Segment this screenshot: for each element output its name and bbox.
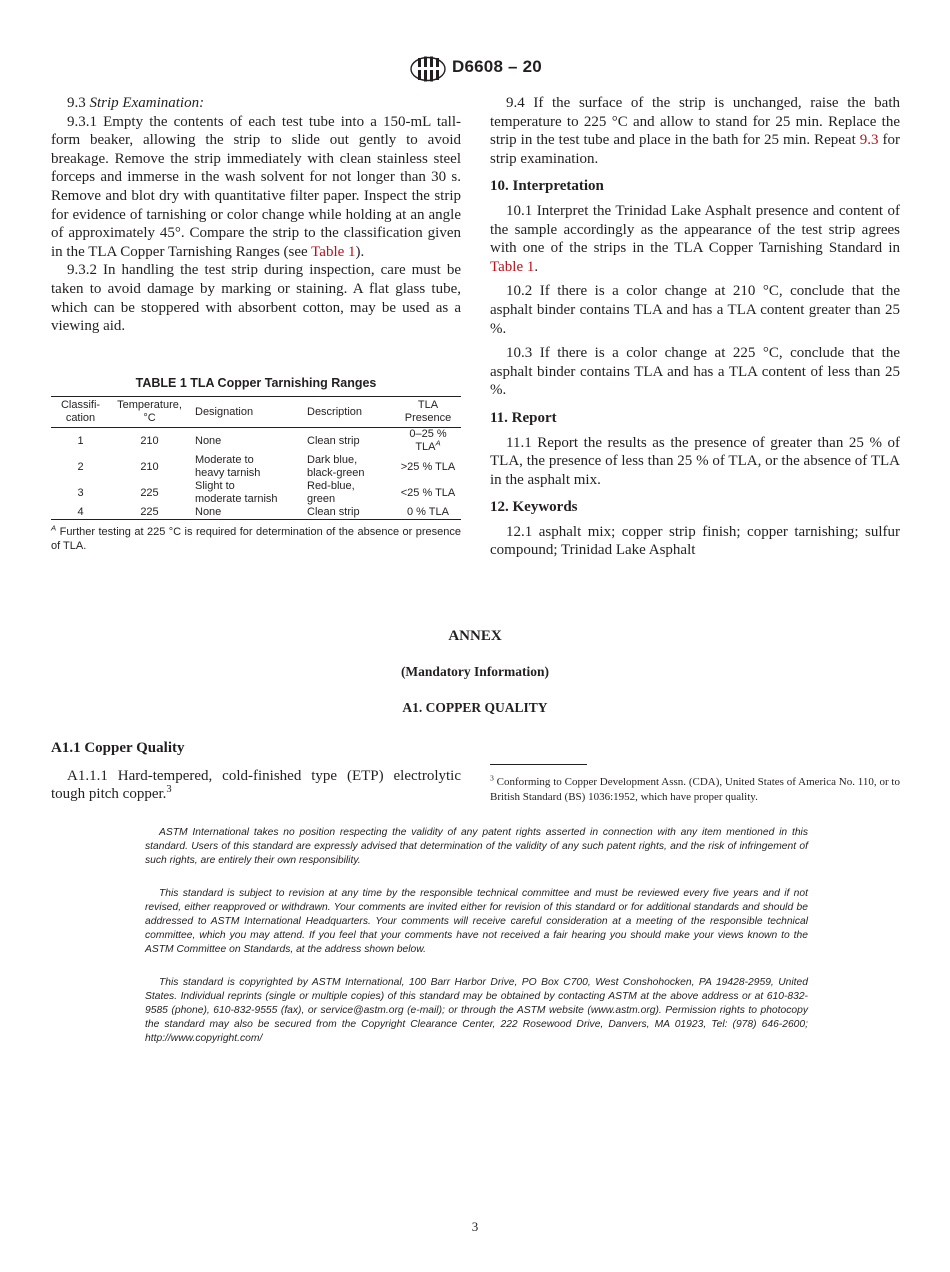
col-designation: Designation: [195, 405, 254, 418]
col-description: Description: [307, 405, 363, 418]
cell: 3: [77, 486, 84, 499]
section-9-3-1: 9.3.1 Empty the contents of each test tube into a 150-mL tall-form beaker, allowing the strip to slide out gently to avoid breakage. Remove the strip immediately with clean stainless steel forceps and immerse in the wash solvent for not longer than 30 s. Remove and blot dry with quantitative filter paper. Inspect the strip for evidence of tarnishing or color change while holding at an angle of approximately 45°. Compare the strip to the classification given in the TLA Copper Tarnishing Ranges (see Table 1).: [51, 113, 461, 260]
cell: 2: [77, 460, 84, 473]
cell: 225: [140, 486, 159, 499]
annex-title: ANNEX: [448, 628, 502, 644]
cell: 225: [140, 506, 159, 518]
table-1-link[interactable]: Table 1: [490, 258, 535, 275]
a1-1-1: A1.1.1 Hard-tempered, cold-finished type (ETP) electrolytic tough pitch copper.$^3$: [51, 767, 461, 803]
cell: 1: [77, 434, 84, 447]
section-9-3-link[interactable]: 9.3: [859, 132, 879, 149]
cell: Clean strip: [307, 506, 360, 518]
section-9-3-2: 9.3.2 In handling the test strip during inspection, care must be taken to avoid damage by marking or staining. A flat glass tube, which can be stoppered with absorbent cotton, may be used as a viewing aid.: [51, 262, 461, 335]
col-tla-presence: TLA Presence: [404, 399, 452, 424]
cell: None: [195, 434, 222, 447]
annex-a1-heading: A1. COPPER QUALITY: [402, 700, 548, 715]
section-9-3-heading: 9.3 Strip Examination:: [67, 95, 205, 111]
page-number: 3: [471, 1219, 479, 1234]
section-12-1: 12.1 asphalt mix; copper strip finish; copper tarnishing; sulfur compound; Trinidad Lake Asphalt: [490, 523, 900, 559]
table-row: [51, 454, 461, 480]
page-header: [0, 56, 950, 84]
table-1-title: TABLE 1 TLA Copper Tarnishing Ranges: [135, 376, 377, 390]
cell: 210: [140, 460, 159, 473]
table-footnote: $^A$ Further testing at 225 °C is required for determination of the absence or presence of TLA.: [51, 523, 461, 552]
left-column: [51, 94, 461, 336]
table-row: [51, 506, 461, 520]
cell: Dark blue, black-green: [307, 454, 365, 479]
patent-notice: ASTM International takes no position respecting the validity of any patent rights asserted in connection with any item mentioned in this standard. Users of this standard are expressly advised that determination of the validity of any such patent rights, and the risk of infringement of such rights, are entirely their own responsibility.: [145, 827, 808, 866]
tarnishing-ranges-table: [51, 396, 461, 520]
cell: None: [195, 506, 222, 518]
section-11-1: 11.1 Report the results as the presence of greater than 25 % of TLA, the presence of less than 25 % of TLA, or the absence of TLA in the asphalt mix.: [490, 434, 900, 488]
a1-1-heading: A1.1 Copper Quality: [51, 740, 185, 756]
section-12-heading: 12. Keywords: [490, 499, 578, 516]
section-9-4: 9.4 If the surface of the strip is unchanged, raise the bath temperature to 225 °C and allow to stand for 25 min. Replace the strip in the test tube and place in the bath for 25 min. Repeat 9.3 for strip examination.: [490, 95, 900, 167]
section-11-heading: 11. Report: [490, 409, 557, 426]
table-row: [51, 480, 461, 506]
section-10-2: 10.2 If there is a color change at 210 °C, conclude that the asphalt binder contains TLA and has a TLA content greater than 25 %.: [490, 283, 900, 337]
right-column: [490, 94, 900, 560]
table-1: [51, 376, 461, 553]
col-classification: Classifi- cation: [60, 399, 101, 424]
section-10-3: 10.3 If there is a color change at 225 °C, conclude that the asphalt binder contains TLA and has a TLA content of less than 25 %.: [490, 345, 900, 399]
cell: 210: [140, 434, 159, 447]
cell: 4: [77, 506, 84, 518]
document-id: D6608 – 20: [452, 57, 542, 76]
annex-subtitle: (Mandatory Information): [400, 664, 550, 679]
astm-logo-icon: [410, 56, 446, 82]
table-1-link[interactable]: Table 1: [311, 243, 356, 260]
cell: 0–25 % $TLA^A$: [409, 428, 447, 453]
cell: >25 % TLA: [400, 460, 456, 473]
table-row: [51, 428, 461, 455]
cell: <25 % TLA: [400, 486, 456, 499]
cell: Slight to moderate tarnish: [195, 480, 278, 505]
table-header-row: [51, 397, 461, 428]
footnote-3: $^3$ Conforming to Copper Development Assn. (CDA), United States of America No. 110, or to British Standard (BS) 1036:1952, which have proper quality.: [490, 773, 900, 803]
cell: 0 % TLA: [407, 506, 449, 518]
footnote-divider: [490, 764, 587, 765]
col-temperature: Temperature, °C: [117, 399, 182, 424]
cell: Clean strip: [307, 434, 360, 447]
revision-notice: This standard is subject to revision at any time by the responsible technical committee and must be reviewed every five years and if not revised, either reapproved or withdrawn. Your comments are invited either for revision of this standard or for additional standards and should be addressed to ASTM International Headquarters. Your comments will receive careful consideration at a meeting of the responsible technical committee, which you may attend. If you feel that your comments have not received a fair hearing you should make your views known to the ASTM Committee on Standards, at the address shown below.: [145, 888, 808, 955]
section-10-1: 10.1 Interpret the Trinidad Lake Asphalt presence and content of the sample accordingly as the appearance of the test strip agrees with one of the strips in the TLA Copper Tarnishing Standard in Table 1.: [490, 202, 900, 275]
cell: Moderate to heavy tarnish: [195, 454, 261, 479]
copyright-notice: This standard is copyrighted by ASTM International, 100 Barr Harbor Drive, PO Box C700, West Conshohocken, PA 19428-2959, United States. Individual reprints (single or multiple copies) of this standard may be obtained by contacting ASTM at the above address or at 610-832-9585 (phone), 610-832-9555 (fax), or service@astm.org (e-mail); or through the ASTM website (www.astm.org). Permission rights to photocopy the standard may also be secured from the Copyright Clearance Center, 222 Rosewood Drive, Danvers, MA 01923, Tel: (978) 646-2600; http://www.copyright.com/: [145, 977, 808, 1044]
annex-left-column: [51, 739, 461, 804]
cell: Red-blue, green: [307, 480, 355, 505]
section-10-heading: 10. Interpretation: [490, 178, 604, 195]
